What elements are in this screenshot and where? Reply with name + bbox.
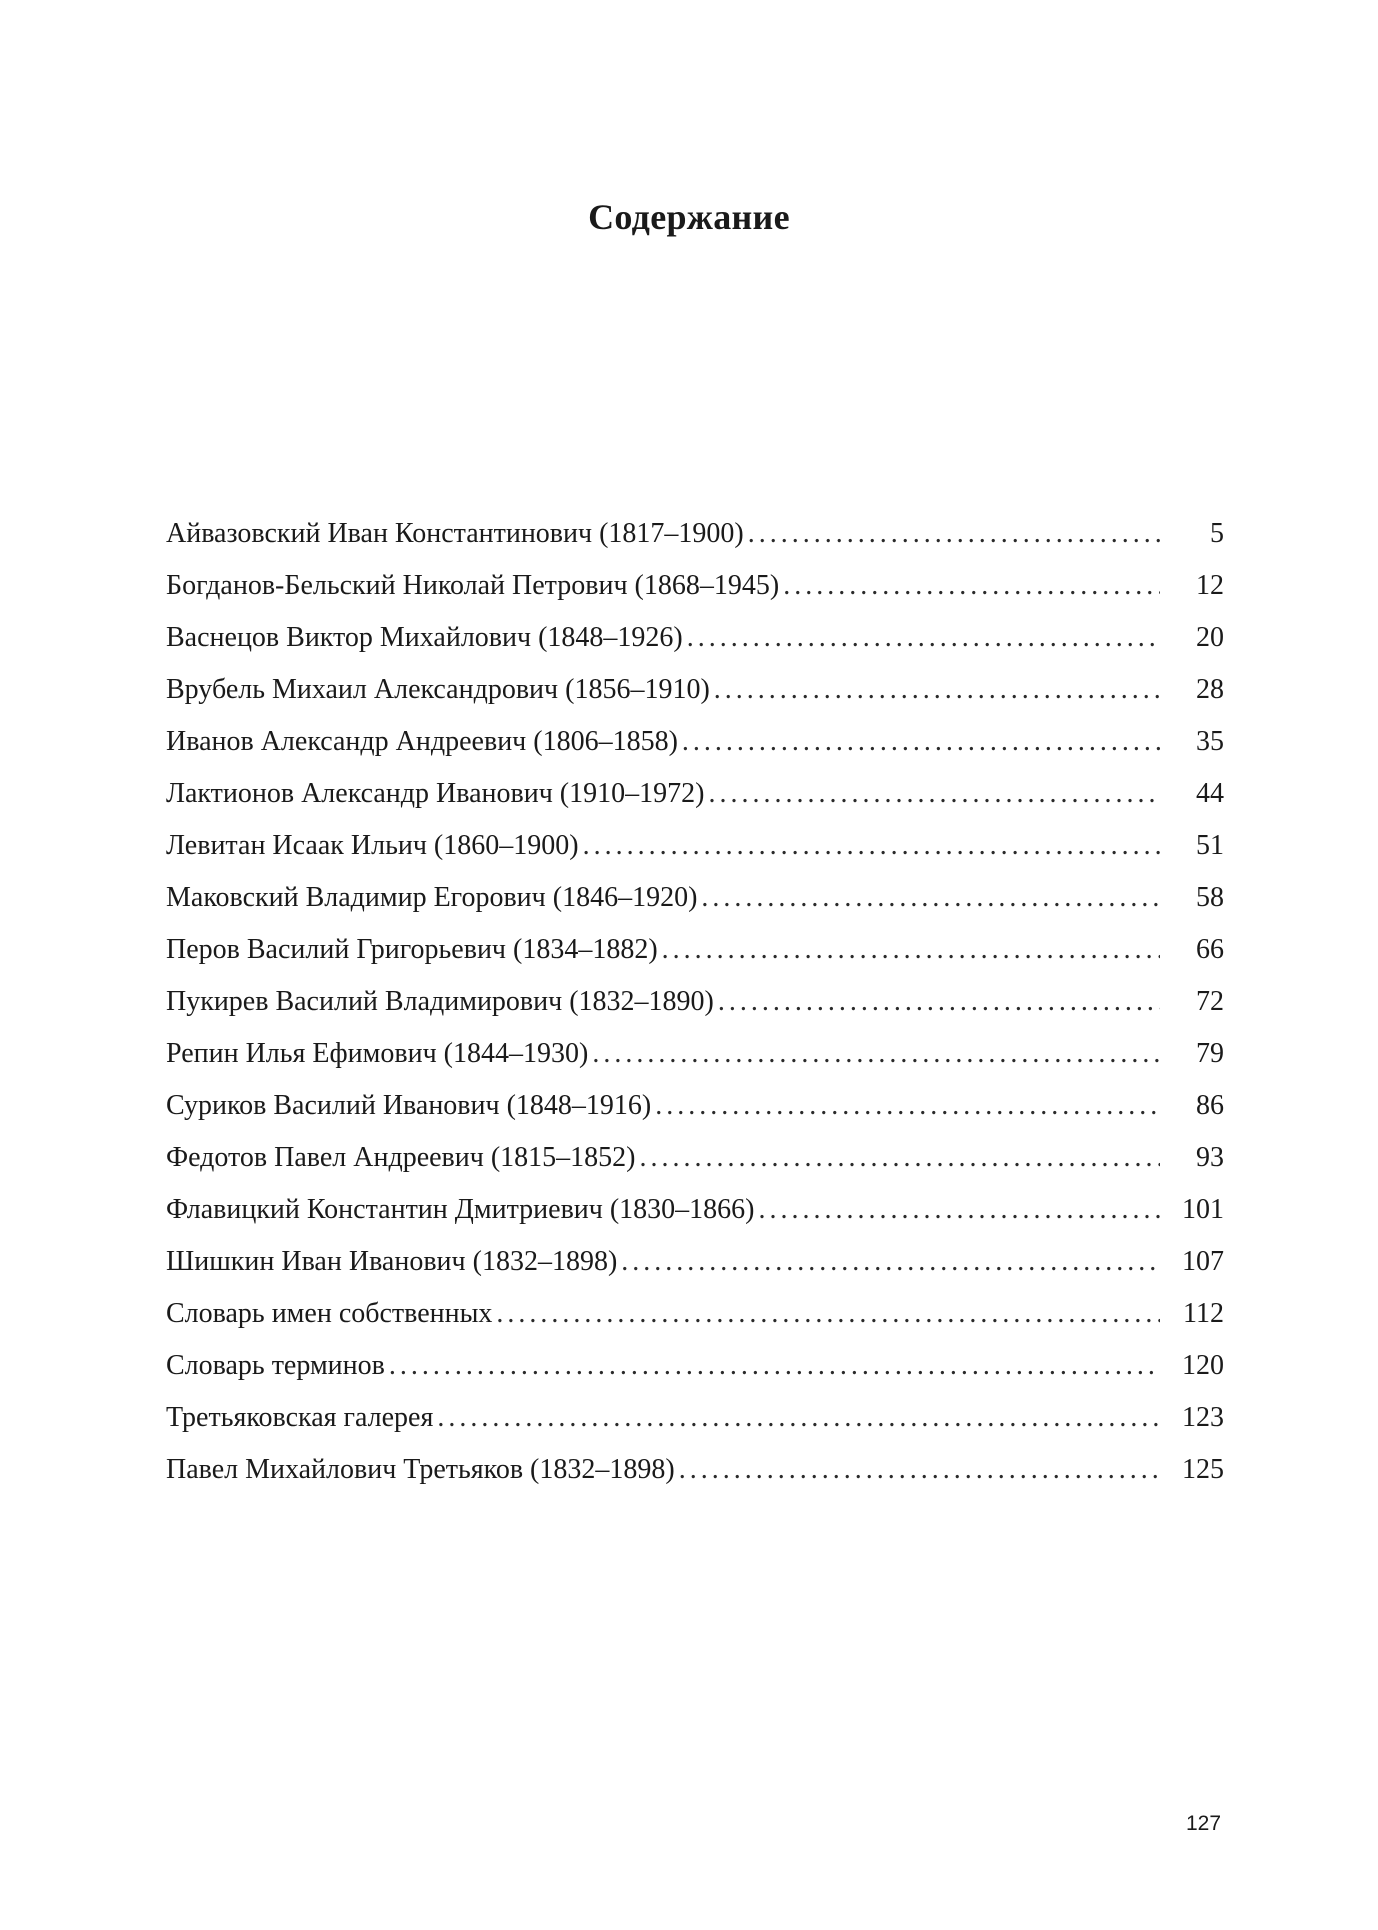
toc-entry: Перов Василий Григорьевич (1834–1882) bbox=[166, 934, 658, 965]
toc-page-number: 12 bbox=[1196, 570, 1224, 601]
toc-entry: Врубель Михаил Александрович (1856–1910) bbox=[166, 674, 710, 705]
dot-leader bbox=[701, 880, 1160, 916]
toc-row bbox=[166, 516, 1224, 568]
toc-page-number: 44 bbox=[1196, 778, 1224, 809]
dot-leader bbox=[687, 620, 1160, 656]
dot-leader bbox=[718, 984, 1160, 1020]
toc-row bbox=[166, 1452, 1224, 1504]
toc-page-number: 101 bbox=[1182, 1194, 1224, 1225]
toc-entry: Третьяковская галерея bbox=[166, 1402, 434, 1433]
dot-leader bbox=[759, 1192, 1160, 1228]
toc-page-number: 66 bbox=[1196, 934, 1224, 965]
toc-row bbox=[166, 724, 1224, 776]
toc-row bbox=[166, 880, 1224, 932]
toc-row bbox=[166, 776, 1224, 828]
toc-page-number: 58 bbox=[1196, 882, 1224, 913]
toc-page-number: 112 bbox=[1183, 1298, 1224, 1329]
toc-row bbox=[166, 1140, 1224, 1192]
page-number: 127 bbox=[1186, 1812, 1222, 1835]
toc-row bbox=[166, 828, 1224, 880]
toc-page-number: 28 bbox=[1196, 674, 1224, 705]
toc-page-number: 20 bbox=[1196, 622, 1224, 653]
dot-leader bbox=[662, 932, 1160, 968]
toc-entry: Богданов-Бельский Николай Петрович (1868–1945) bbox=[166, 570, 780, 601]
toc-entry: Пукирев Василий Владимирович (1832–1890) bbox=[166, 986, 714, 1017]
toc-page-number: 35 bbox=[1196, 726, 1224, 757]
toc-row bbox=[166, 620, 1224, 672]
toc-row bbox=[166, 672, 1224, 724]
toc-entry: Суриков Василий Иванович (1848–1916) bbox=[166, 1090, 652, 1121]
dot-leader bbox=[389, 1348, 1160, 1384]
toc-entry: Иванов Александр Андреевич (1806–1858) bbox=[166, 726, 678, 757]
toc-entry: Левитан Исаак Ильич (1860–1900) bbox=[166, 830, 579, 861]
toc-row bbox=[166, 1400, 1224, 1452]
toc-entry: Словарь имен собственных bbox=[166, 1298, 493, 1329]
table-of-contents bbox=[166, 516, 1224, 1504]
toc-row bbox=[166, 1088, 1224, 1140]
dot-leader bbox=[783, 568, 1160, 604]
dot-leader bbox=[655, 1088, 1160, 1124]
toc-page-number: 125 bbox=[1182, 1454, 1224, 1485]
toc-row bbox=[166, 1348, 1224, 1400]
toc-row bbox=[166, 1244, 1224, 1296]
dot-leader bbox=[748, 516, 1160, 552]
dot-leader bbox=[682, 724, 1160, 760]
toc-page-number: 51 bbox=[1196, 830, 1224, 861]
toc-entry: Репин Илья Ефимович (1844–1930) bbox=[166, 1038, 589, 1069]
dot-leader bbox=[621, 1244, 1160, 1280]
toc-entry: Васнецов Виктор Михайлович (1848–1926) bbox=[166, 622, 683, 653]
toc-entry: Павел Михайлович Третьяков (1832–1898) bbox=[166, 1454, 675, 1485]
dot-leader bbox=[640, 1140, 1161, 1176]
toc-page-number: 5 bbox=[1210, 518, 1224, 549]
toc-row bbox=[166, 1192, 1224, 1244]
toc-entry: Флавицкий Константин Дмитриевич (1830–1866) bbox=[166, 1194, 755, 1225]
toc-page-number: 79 bbox=[1196, 1038, 1224, 1069]
toc-row bbox=[166, 1296, 1224, 1348]
toc-row bbox=[166, 984, 1224, 1036]
toc-page-number: 107 bbox=[1182, 1246, 1224, 1277]
page-title: Содержание bbox=[588, 197, 790, 237]
toc-entry: Шишкин Иван Иванович (1832–1898) bbox=[166, 1246, 618, 1277]
dot-leader bbox=[592, 1036, 1160, 1072]
toc-page-number: 72 bbox=[1196, 986, 1224, 1017]
toc-entry: Айвазовский Иван Константинович (1817–1900) bbox=[166, 518, 744, 549]
toc-row bbox=[166, 568, 1224, 620]
toc-entry: Федотов Павел Андреевич (1815–1852) bbox=[166, 1142, 636, 1173]
toc-page-number: 93 bbox=[1196, 1142, 1224, 1173]
dot-leader bbox=[437, 1400, 1160, 1436]
toc-entry: Словарь терминов bbox=[166, 1350, 385, 1381]
toc-page-number: 86 bbox=[1196, 1090, 1224, 1121]
toc-page-number: 120 bbox=[1182, 1350, 1224, 1381]
dot-leader bbox=[496, 1296, 1160, 1332]
toc-page-number: 123 bbox=[1182, 1402, 1224, 1433]
dot-leader bbox=[708, 776, 1160, 812]
dot-leader bbox=[679, 1452, 1160, 1488]
dot-leader bbox=[714, 672, 1160, 708]
toc-row bbox=[166, 1036, 1224, 1088]
toc-row bbox=[166, 932, 1224, 984]
toc-entry: Лактионов Александр Иванович (1910–1972) bbox=[166, 778, 705, 809]
toc-entry: Маковский Владимир Егорович (1846–1920) bbox=[166, 882, 698, 913]
dot-leader bbox=[583, 828, 1160, 864]
